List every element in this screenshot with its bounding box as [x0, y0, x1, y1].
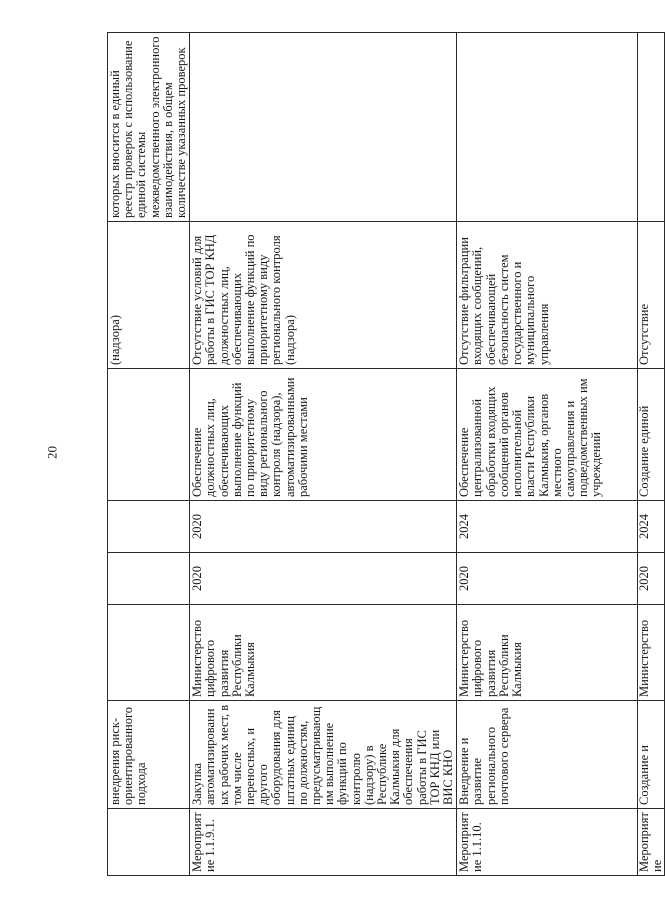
table-cell [108, 501, 190, 553]
table-cell: Отсутствие условий для работы в ГИС ТОР КНД должностных лиц, обеспечивающих выполнение функций по приоритетному виду регионального контроля (надзора) [190, 222, 457, 369]
table-cell: Внедрение и развитие регионального почтового сервера [457, 701, 638, 809]
table-row [638, 33, 665, 876]
table-cell: Создание и [638, 701, 665, 809]
table-cell: которых вносится в единый реестр проверок с использование единой системы межведомственного электронного взаимодействия, в общем количестве указанных проверок [108, 33, 190, 222]
table-row [190, 33, 457, 876]
table-cell [108, 369, 190, 501]
program-measures-table [107, 32, 665, 876]
table-cell: Создание единой [638, 369, 665, 501]
table-cell: Отсутствие фильтрации входящих сообщений, обеспечивающей безопасность систем государственного и муниципального управления [457, 222, 638, 369]
table-cell: 2020 [190, 553, 457, 605]
table-cell: 2020 [190, 501, 457, 553]
table-cell: 2020 [457, 553, 638, 605]
table-cell: Обеспечение должностных лиц, обеспечивающих выполнение функций по приоритетному виду регионального контроля (надзора), автоматизированными рабочими местами [190, 369, 457, 501]
table-cell: Обеспечение централизованной обработки входящих сообщений органов исполнительной власти Республики Калмыкия, органов местного самоуправления и подведомственных им учреждений [457, 369, 638, 501]
table-cell [108, 809, 190, 876]
table-cell: внедрения риск-ориентированного подхода [108, 701, 190, 809]
table-cell: Министерство [638, 605, 665, 701]
table-cell: 2024 [457, 501, 638, 553]
table-cell: Мероприятие [638, 809, 665, 876]
table-cell: Мероприятие 1.1.9.1. [190, 809, 457, 876]
table-cell [638, 33, 665, 222]
table-cell: Закупка автоматизированных рабочих мест, в том числе переносных, и другого оборудования для штатных единиц по должностям, предусматривающим выполнение функций по контролю (надзору) в Республике Калмыкия для обеспечения работы в ГИС ТОР КНД или ВИС КНО [190, 701, 457, 809]
table-cell [190, 33, 457, 222]
table-cell [457, 33, 638, 222]
table-row [108, 33, 190, 876]
table-cell: 2020 [638, 553, 665, 605]
table-row [457, 33, 638, 876]
table-cell [108, 605, 190, 701]
table-cell: Министерство цифрового развития Республики Калмыкия [457, 605, 638, 701]
table-cell [108, 553, 190, 605]
table-cell: 2024 [638, 501, 665, 553]
page-number: 20 [44, 446, 60, 459]
table-cell: Мероприятие 1.1.10. [457, 809, 638, 876]
table-cell: Министерство цифрового развития Республики Калмыкия [190, 605, 457, 701]
rotated-table-wrapper [107, 33, 665, 876]
table-cell: (надзора) [108, 222, 190, 369]
table-cell: Отсутствие [638, 222, 665, 369]
